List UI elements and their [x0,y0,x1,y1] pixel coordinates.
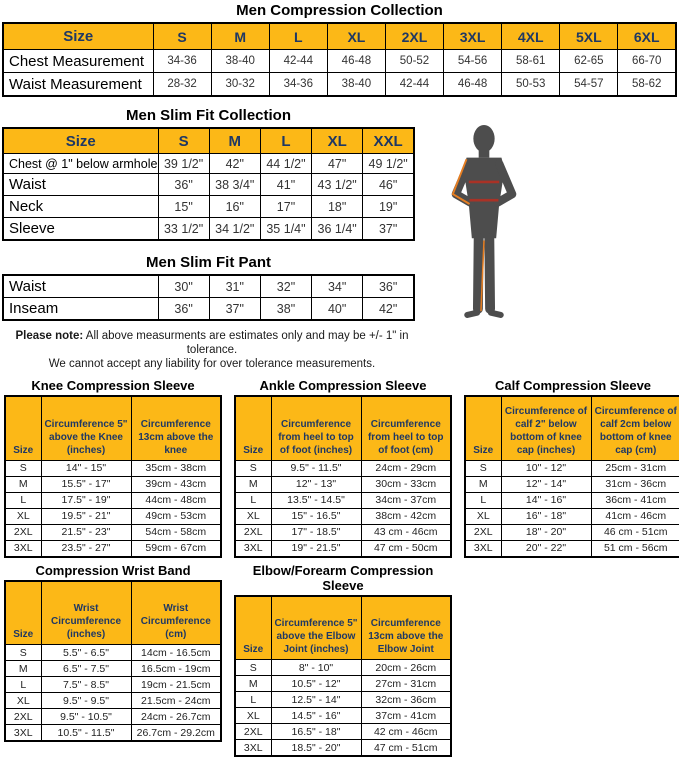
table-cell: 20" - 22" [501,540,591,557]
table-cell: Waist [3,275,158,298]
table-row [3,275,414,298]
column-header: M [211,23,269,50]
table-cell: 46-48 [444,73,502,97]
table-cell: 30cm - 33cm [361,476,451,492]
table-row [235,740,451,757]
table-cell: Sleeve [3,218,158,241]
table-cell: L [465,492,501,508]
men-slim-fit-collection-table [2,127,415,241]
table-cell: 32" [260,275,311,298]
table-cell: Chest @ 1" below armhole [3,154,158,174]
table-cell: 39cm - 43cm [131,476,221,492]
table-cell: 42" [209,154,260,174]
table-cell: 15" [158,196,209,218]
table-row [3,174,414,196]
calf-compression-sleeve-table [464,395,679,558]
table-cell: 30" [158,275,209,298]
column-header: 4XL [502,23,560,50]
table-cell: 18" - 20" [501,524,591,540]
table-cell: 19cm - 21.5cm [131,677,221,693]
table-cell: 2XL [235,724,271,740]
table-cell: 16.5cm - 19cm [131,661,221,677]
elbow-forearm-compression-sleeve-title: Elbow/Forearm Compression Sleeve [234,563,452,593]
table-cell: 14" - 15" [41,460,131,476]
table-row [235,492,451,508]
elbow-forearm-compression-sleeve-section [234,563,452,757]
table-row [5,645,221,661]
table-row [235,692,451,708]
table-cell: 54-57 [560,73,618,97]
table-cell: Waist Measurement [3,73,153,97]
table-cell: M [235,676,271,692]
table-cell: 15.5" - 17" [41,476,131,492]
table-cell: 39 1/2" [158,154,209,174]
table-cell: 16.5" - 18" [271,724,361,740]
table-cell: 38" [260,298,311,321]
table-cell: 3XL [5,540,41,557]
table-cell: 35cm - 38cm [131,460,221,476]
tolerance-note-label: Please note: [15,330,83,342]
male-silhouette-icon [446,123,522,323]
figure-right-foot [491,313,501,315]
column-header: Circumference 13cm above the Elbow Joint [361,596,451,660]
column-header: Size [235,396,271,460]
column-header: 6XL [618,23,676,50]
table-row [235,508,451,524]
table-cell: 30-32 [211,73,269,97]
table-cell: XL [5,693,41,709]
table-row [235,660,451,676]
table-cell: 46 cm - 51cm [591,524,679,540]
ankle-compression-sleeve-title: Ankle Compression Sleeve [234,378,452,393]
men-compression-collection-title: Men Compression Collection [0,2,679,19]
table-row [5,709,221,725]
table-cell: 9.5" - 11.5" [271,460,361,476]
table-cell: 59cm - 67cm [131,540,221,557]
column-header: M [209,128,260,154]
table-row [465,524,679,540]
table-cell: 12" - 13" [271,476,361,492]
table-row [465,492,679,508]
column-header: Circumference 13cm above the knee [131,396,221,460]
table-cell: 15" - 16.5" [271,508,361,524]
table-cell: 50-52 [385,50,443,73]
table-cell: 34" [312,275,363,298]
table-cell: 19" [363,196,414,218]
wrist-elbow-tables-row [4,563,679,757]
table-cell: Chest Measurement [3,50,153,73]
column-header: S [153,23,211,50]
header-row [3,128,414,154]
compression-wrist-band-section [4,563,222,757]
men-compression-collection-section [0,2,679,97]
column-header: XL [327,23,385,50]
column-header: Size [3,23,153,50]
table-cell: 12" - 14" [501,476,591,492]
table-row [3,50,676,73]
column-header: Circumference from heel to top of foot (inches) [271,396,361,460]
table-cell: S [465,460,501,476]
table-cell: 36 1/4" [312,218,363,241]
column-header: 2XL [385,23,443,50]
table-cell: 43 cm - 46cm [361,524,451,540]
table-cell: 54cm - 58cm [131,524,221,540]
column-header: Size [235,596,271,660]
men-slim-fit-pant-table [2,274,415,321]
table-row [5,476,221,492]
table-row [3,73,676,97]
table-cell: 5.5" - 6.5" [41,645,131,661]
table-cell: 38 3/4" [209,174,260,196]
column-header: Wrist Circumference (inches) [41,581,131,645]
table-cell: 47 cm - 50cm [361,540,451,557]
table-row [5,693,221,709]
table-cell: 66-70 [618,50,676,73]
table-cell: 12.5" - 14" [271,692,361,708]
table-row [3,154,414,174]
table-cell: 6.5" - 7.5" [41,661,131,677]
table-cell: 44cm - 48cm [131,492,221,508]
table-cell: 34-36 [269,73,327,97]
table-row [235,476,451,492]
table-cell: 41" [260,174,311,196]
table-cell: 42-44 [269,50,327,73]
table-row [235,524,451,540]
table-cell: Waist [3,174,158,196]
size-chart-page [0,2,679,757]
men-slim-fit-pant-title: Men Slim Fit Pant [0,254,417,271]
table-cell: 3XL [465,540,501,557]
table-cell: 43 1/2" [312,174,363,196]
calf-compression-sleeve-section [464,378,679,558]
table-row [465,508,679,524]
table-cell: L [235,492,271,508]
table-cell: 31cm - 36cm [591,476,679,492]
column-header: XL [312,128,363,154]
table-row [235,708,451,724]
table-cell: 40" [312,298,363,321]
table-cell: 37cm - 41cm [361,708,451,724]
table-cell: 42" [363,298,414,321]
table-row [235,724,451,740]
tolerance-note-line1: All above measurments are estimates only and may be +/- 1" in tolerance. [86,330,409,356]
table-cell: 51 cm - 56cm [591,540,679,557]
header-row [3,23,676,50]
column-header: L [260,128,311,154]
table-cell: 36" [363,275,414,298]
table-cell: 47 cm - 51cm [361,740,451,757]
table-cell: M [235,476,271,492]
knee-compression-sleeve-title: Knee Compression Sleeve [4,378,222,393]
table-cell: 38cm - 42cm [361,508,451,524]
table-row [3,196,414,218]
men-slim-fit-pant-section [0,254,679,321]
header-row [235,596,451,660]
table-cell: 17.5" - 19" [41,492,131,508]
table-cell: 44 1/2" [260,154,311,174]
table-cell: 33 1/2" [158,218,209,241]
tolerance-note-line2: We cannot accept any liability for over tolerance measurements. [49,358,375,370]
table-cell: 38-40 [327,73,385,97]
ankle-compression-sleeve-table [234,395,452,558]
table-cell: M [5,661,41,677]
table-cell: 32cm - 36cm [361,692,451,708]
table-cell: 3XL [235,740,271,757]
table-cell: 10" - 12" [501,460,591,476]
table-cell: 35 1/4" [260,218,311,241]
table-cell: 24cm - 26.7cm [131,709,221,725]
table-cell: 16" - 18" [501,508,591,524]
table-cell: 19.5" - 21" [41,508,131,524]
table-cell: 28-32 [153,73,211,97]
column-header: XXL [363,128,414,154]
table-cell: 26.7cm - 29.2cm [131,725,221,742]
table-cell: 31" [209,275,260,298]
table-cell: XL [465,508,501,524]
column-header: Size [5,396,41,460]
table-cell: 58-61 [502,50,560,73]
table-row [465,476,679,492]
table-row [3,218,414,241]
table-cell: 42-44 [385,73,443,97]
table-cell: 24cm - 29cm [361,460,451,476]
column-header: Size [5,581,41,645]
table-cell: 54-56 [444,50,502,73]
slim-fit-block [0,107,679,371]
table-cell: 46" [363,174,414,196]
table-row [5,460,221,476]
table-row [5,725,221,742]
column-header: S [158,128,209,154]
column-header: Circumference 5" above the Knee (inches) [41,396,131,460]
table-cell: 41cm - 46cm [591,508,679,524]
table-cell: 18.5" - 20" [271,740,361,757]
table-cell: 14.5" - 16" [271,708,361,724]
column-header: Wrist Circumference (cm) [131,581,221,645]
table-cell: 50-53 [502,73,560,97]
table-cell: 37" [209,298,260,321]
table-cell: 49 1/2" [363,154,414,174]
table-cell: 13.5" - 14.5" [271,492,361,508]
table-cell: 3XL [235,540,271,557]
table-cell: L [5,492,41,508]
table-cell: 34cm - 37cm [361,492,451,508]
column-header: 5XL [560,23,618,50]
table-row [235,676,451,692]
figure-head [473,125,494,152]
column-header: Circumference of calf 2" below bottom of knee cap (inches) [501,396,591,460]
column-header: L [269,23,327,50]
table-cell: 47" [312,154,363,174]
table-cell: 9.5" - 9.5" [41,693,131,709]
table-cell: S [5,460,41,476]
table-row [5,508,221,524]
figure-left-leg [478,238,479,309]
column-header: Circumference from heel to top of foot (cm) [361,396,451,460]
header-row [5,581,221,645]
table-cell: 7.5" - 8.5" [41,677,131,693]
table-cell: 14cm - 16.5cm [131,645,221,661]
table-cell: 42 cm - 46cm [361,724,451,740]
table-cell: Neck [3,196,158,218]
table-cell: 2XL [465,524,501,540]
table-cell: 37" [363,218,414,241]
table-row [235,540,451,557]
table-cell: 38-40 [211,50,269,73]
table-row [5,492,221,508]
table-cell: 17" [260,196,311,218]
table-cell: 27cm - 31cm [361,676,451,692]
table-cell: 14" - 16" [501,492,591,508]
table-cell: 3XL [5,725,41,742]
table-cell: 34-36 [153,50,211,73]
table-cell: 46-48 [327,50,385,73]
table-cell: 2XL [5,709,41,725]
header-row [235,396,451,460]
tolerance-note [0,329,424,371]
men-compression-collection-table [2,22,677,97]
table-row [5,677,221,693]
table-cell: 2XL [5,524,41,540]
table-row [5,540,221,557]
table-cell: L [235,692,271,708]
table-cell: 2XL [235,524,271,540]
table-cell: 34 1/2" [209,218,260,241]
table-cell: 10.5" - 12" [271,676,361,692]
column-header: Size [3,128,158,154]
table-cell: M [5,476,41,492]
table-row [465,540,679,557]
ankle-compression-sleeve-section [234,378,452,558]
header-row [465,396,679,460]
table-cell: 49cm - 53cm [131,508,221,524]
column-header: 3XL [444,23,502,50]
calf-compression-sleeve-title: Calf Compression Sleeve [464,378,679,393]
table-cell: 19" - 21.5" [271,540,361,557]
table-cell: XL [5,508,41,524]
table-row [5,661,221,677]
table-cell: L [5,677,41,693]
table-cell: 25cm - 31cm [591,460,679,476]
table-cell: 23.5" - 27" [41,540,131,557]
table-cell: 16" [209,196,260,218]
table-cell: 21.5cm - 24cm [131,693,221,709]
figure-left-foot [467,313,477,315]
table-cell: 8" - 10" [271,660,361,676]
men-slim-fit-collection-title: Men Slim Fit Collection [0,107,417,124]
table-cell: 9.5" - 10.5" [41,709,131,725]
table-cell: S [5,645,41,661]
table-cell: 36cm - 41cm [591,492,679,508]
table-cell: S [235,460,271,476]
table-cell: 21.5" - 23" [41,524,131,540]
table-cell: 36" [158,298,209,321]
table-cell: 18" [312,196,363,218]
knee-compression-sleeve-section [4,378,222,558]
table-cell: S [235,660,271,676]
compression-wrist-band-table [4,580,222,743]
men-slim-fit-collection-section [0,107,679,241]
table-row [465,460,679,476]
table-cell: 17" - 18.5" [271,524,361,540]
table-row [235,460,451,476]
table-cell: M [465,476,501,492]
table-row [5,524,221,540]
column-header: Circumference 5" above the Elbow Joint (inches) [271,596,361,660]
header-row [5,396,221,460]
table-cell: 20cm - 26cm [361,660,451,676]
compression-wrist-band-title: Compression Wrist Band [4,563,222,578]
knee-compression-sleeve-table [4,395,222,558]
elbow-forearm-compression-sleeve-table [234,595,452,757]
table-cell: 62-65 [560,50,618,73]
table-row [3,298,414,321]
table-cell: Inseam [3,298,158,321]
table-cell: 10.5" - 11.5" [41,725,131,742]
column-header: Size [465,396,501,460]
figure-right-leg [489,238,490,309]
table-cell: XL [235,508,271,524]
sleeve-tables-row [4,378,679,558]
table-cell: 58-62 [618,73,676,97]
table-cell: 36" [158,174,209,196]
table-cell: XL [235,708,271,724]
column-header: Circumference of calf 2cm below bottom of knee cap (cm) [591,396,679,460]
